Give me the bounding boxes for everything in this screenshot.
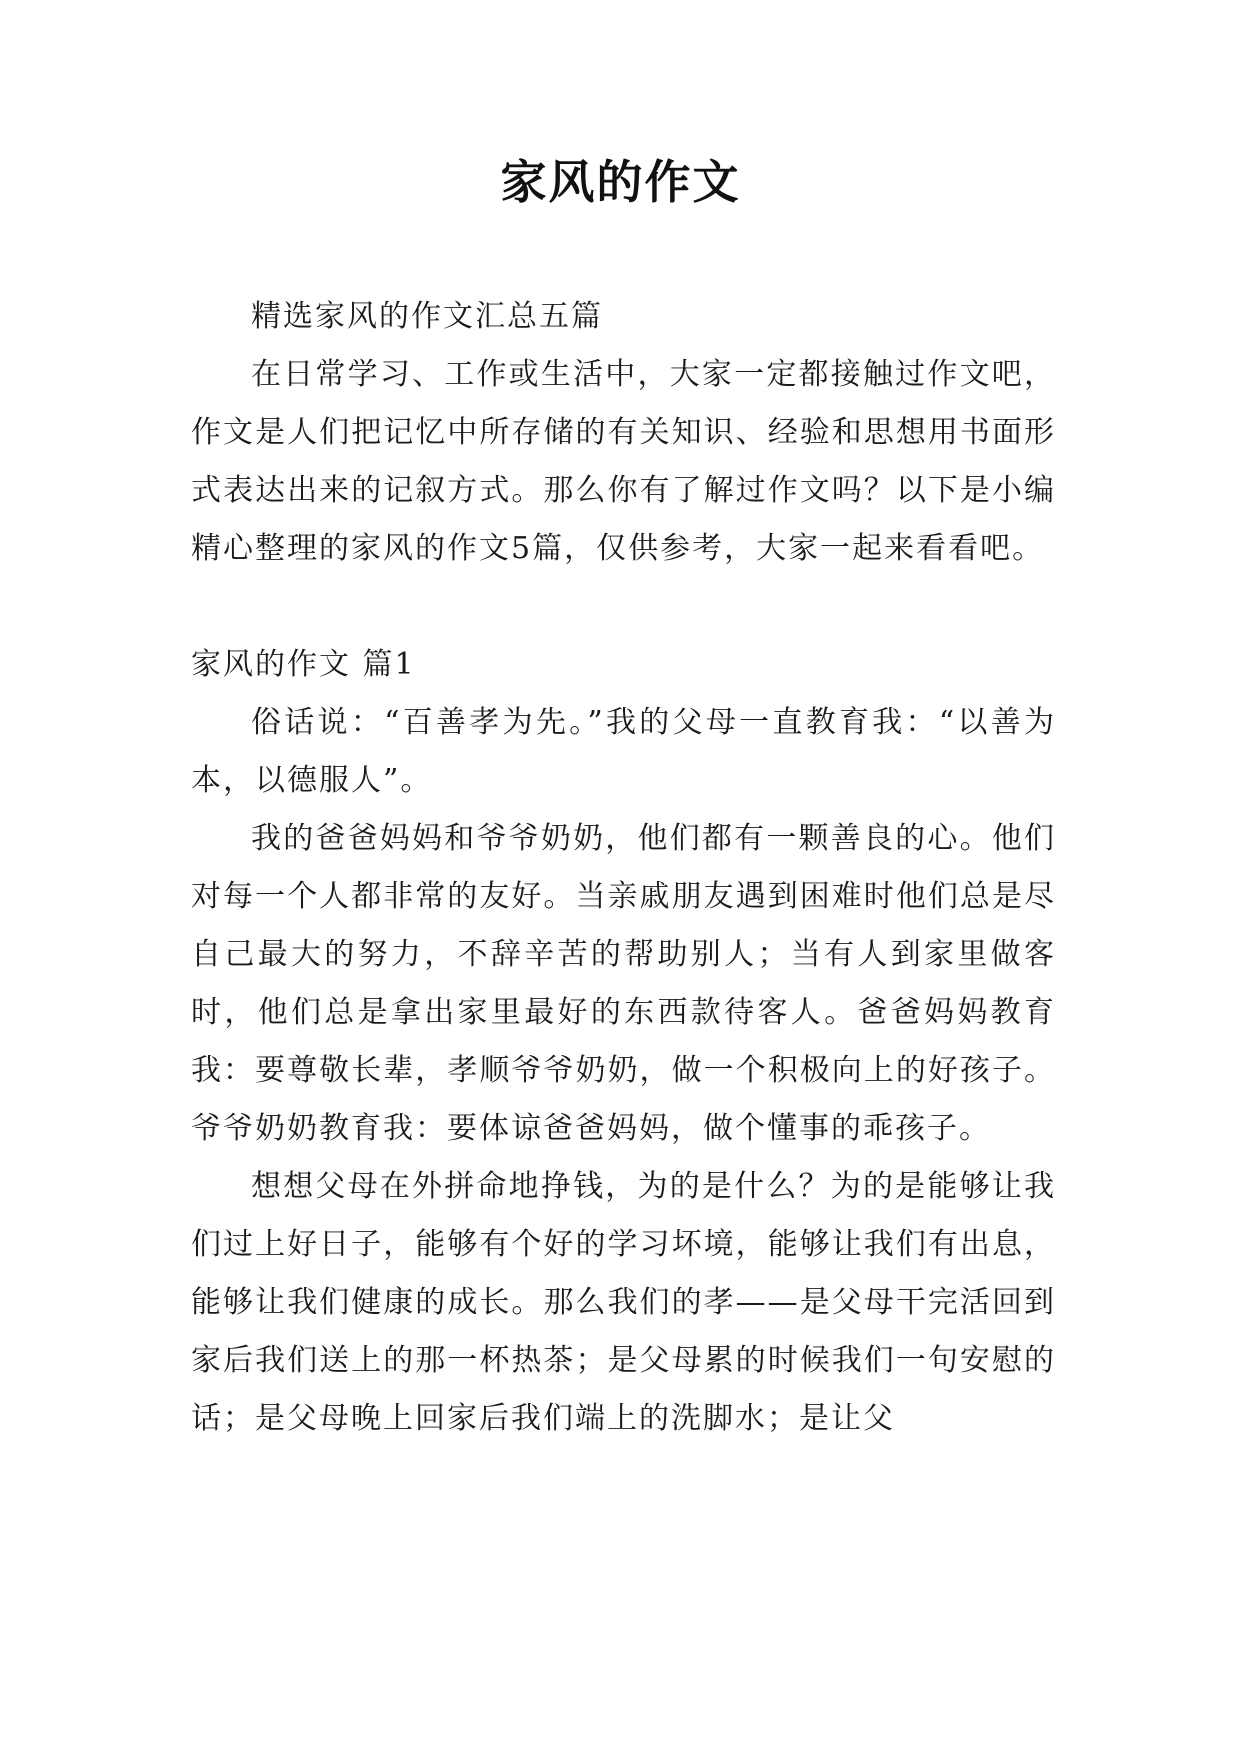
document-body bbox=[191, 288, 1056, 1448]
intro-paragraph: 在日常学习、工作或生活中，大家一定都接触过作文吧，作文是人们把记忆中所存储的有关知识、经验和思想用书面形式表达出来的记叙方式。那么你有了解过作文吗？以下是小编精心整理的家风的作文5篇，仅供参考，大家一起来看看吧。 bbox=[191, 357, 1056, 566]
document-title: 家风的作文 bbox=[500, 155, 741, 209]
section-spacer bbox=[191, 578, 1056, 636]
intro-label: 精选家风的作文汇总五篇 bbox=[251, 299, 603, 334]
body-paragraph: 我的爸爸妈妈和爷爷奶奶，他们都有一颗善良的心。他们对每一个人都非常的友好。当亲戚朋友遇到困难时他们总是尽自己最大的努力，不辞辛苦的帮助别人；当有人到家里做客时，他们总是拿出家里最好的东西款待客人。爸爸妈妈教育我：要尊敬长辈，孝顺爷爷奶奶，做一个积极向上的好孩子。爷爷奶奶教育我：要体谅爸爸妈妈，做个懂事的乖孩子。 bbox=[191, 821, 1056, 1146]
section-heading: 家风的作文 篇1 bbox=[191, 647, 416, 682]
body-paragraph: 想想父母在外拼命地挣钱，为的是什么？为的是能够让我们过上好日子，能够有个好的学习坏境，能够让我们有出息，能够让我们健康的成长。那么我们的孝——是父母干完活回到家后我们送上的那一杯热茶；是父母累的时候我们一句安慰的话；是父母晚上回家后我们端上的洗脚水；是让父 bbox=[191, 1169, 1056, 1436]
body-paragraph: 俗话说：“百善孝为先。”我的父母一直教育我：“以善为本，以德服人”。 bbox=[191, 705, 1056, 798]
